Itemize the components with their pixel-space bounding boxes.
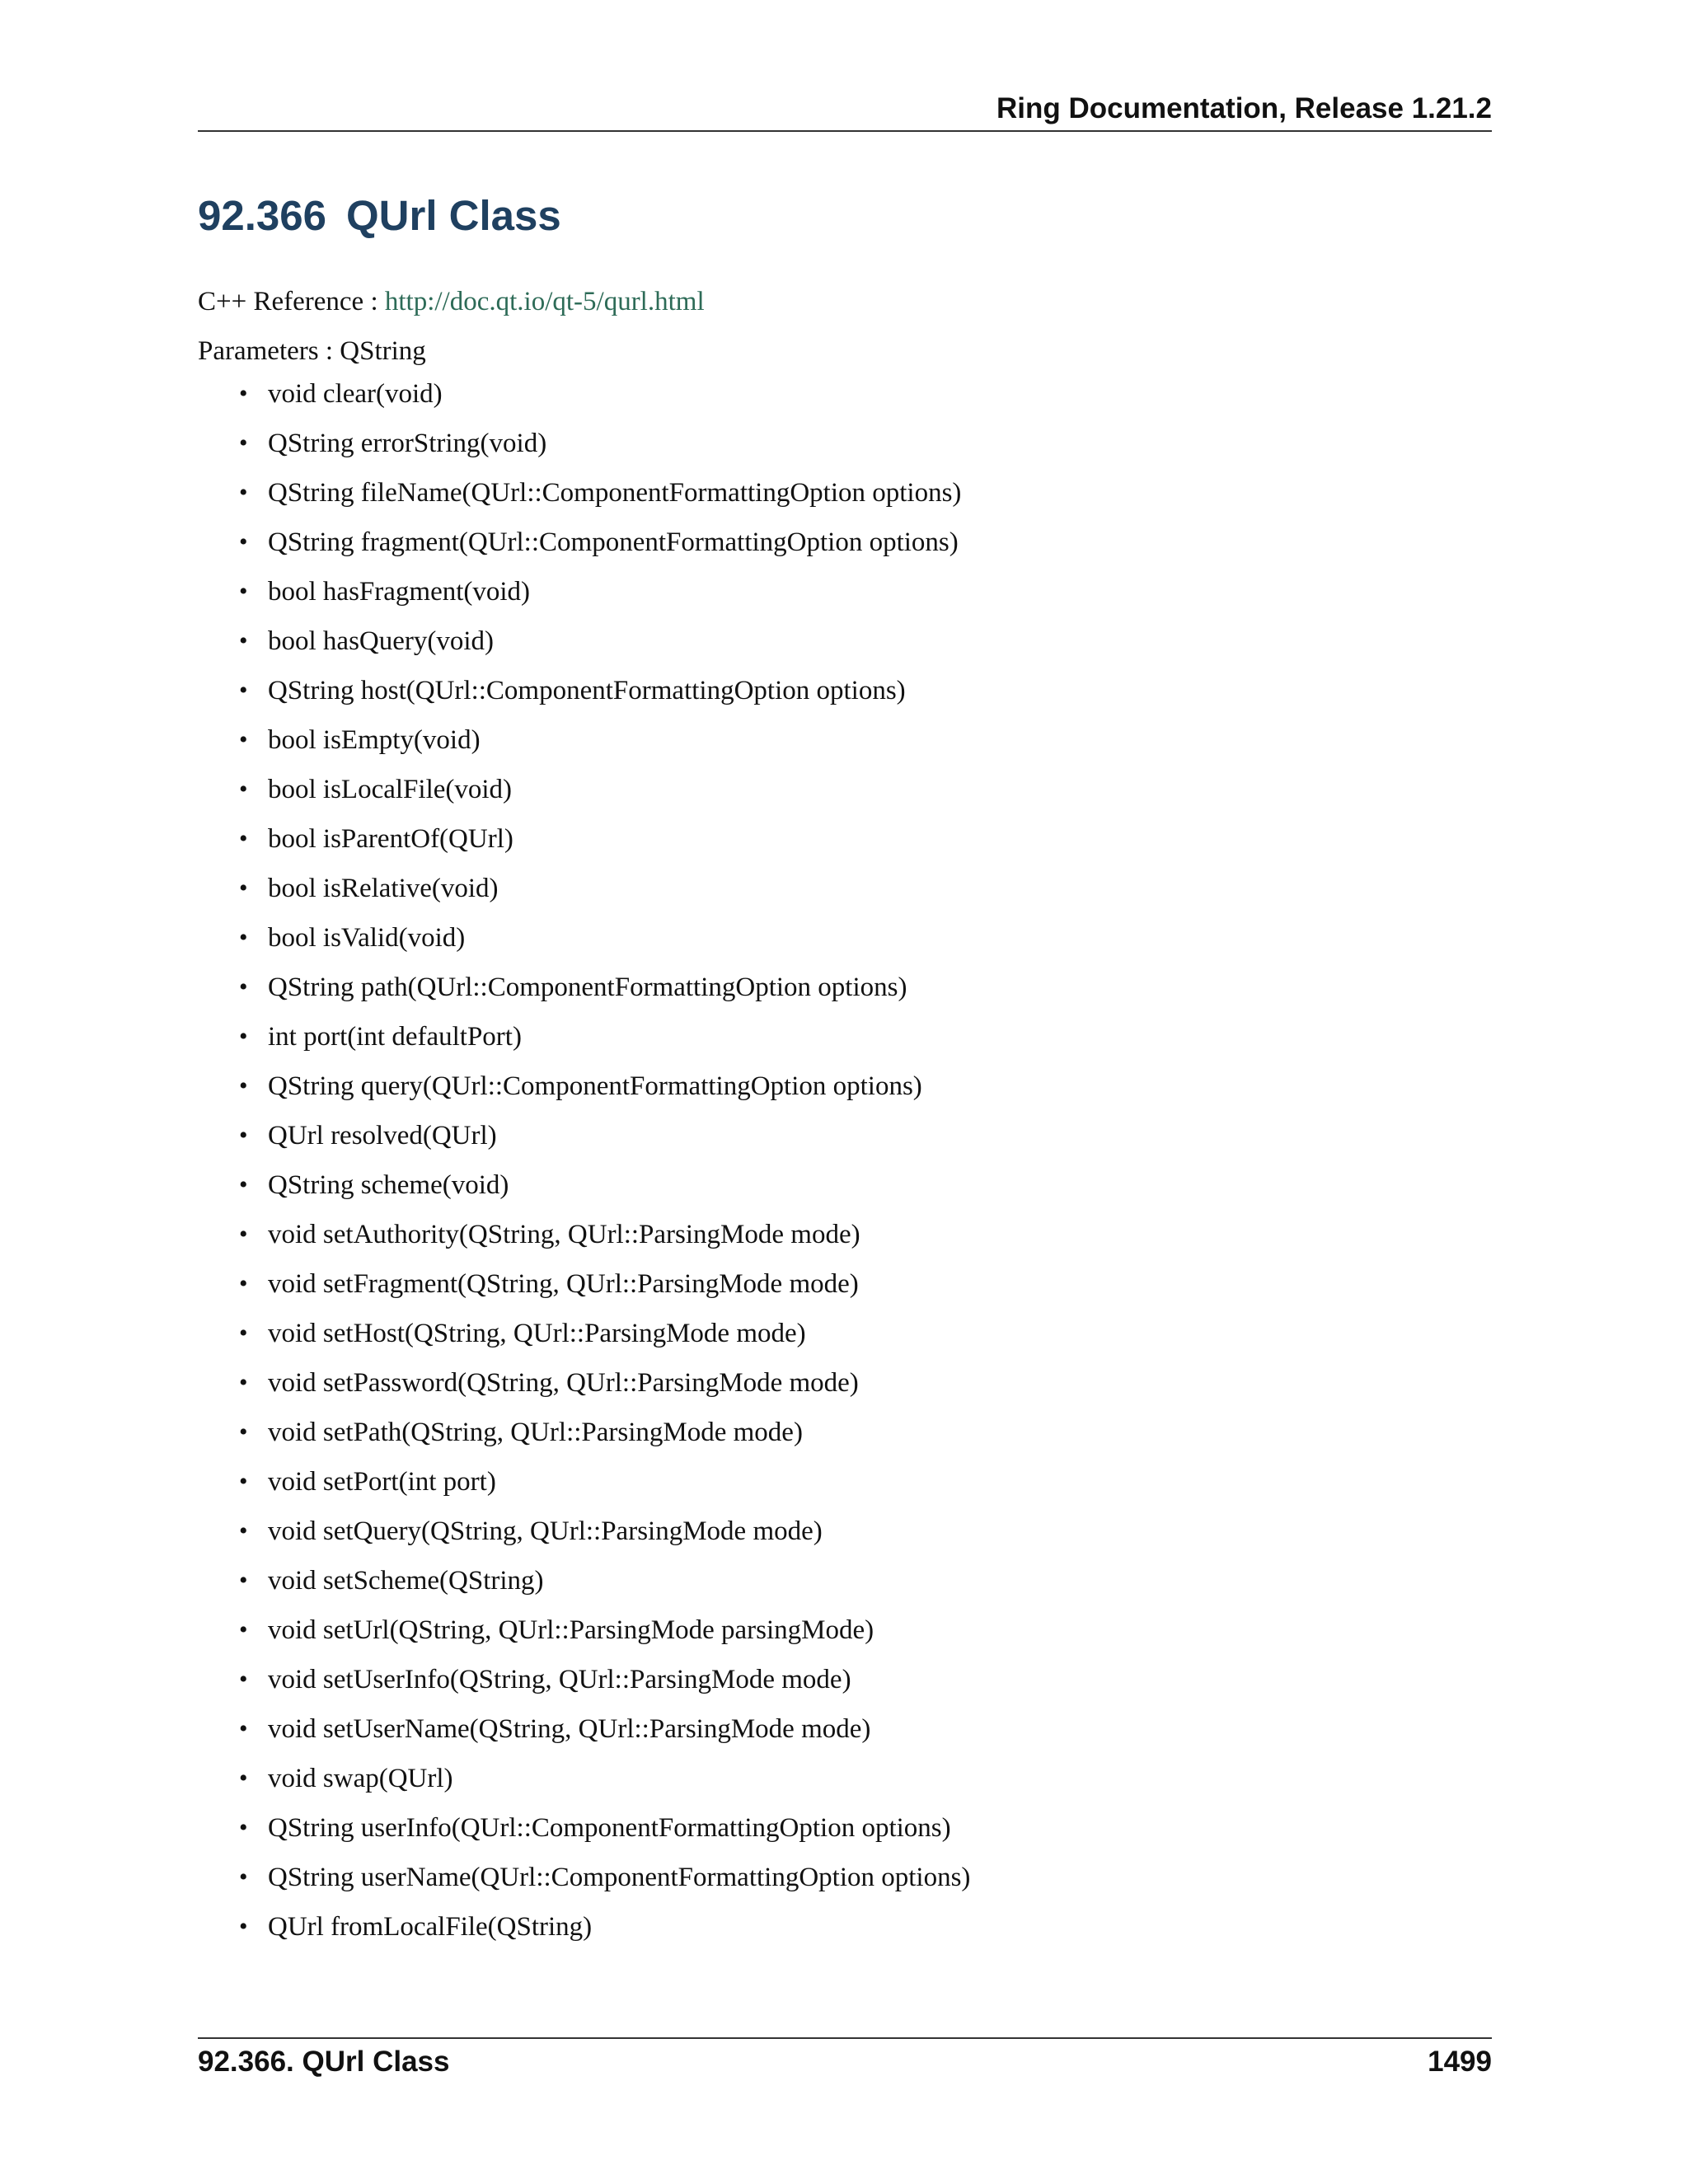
bullet-icon: • xyxy=(239,1765,248,1792)
method-signature: QString query(QUrl::ComponentFormattingOption options) xyxy=(268,1071,922,1101)
bullet-icon: • xyxy=(239,1913,248,1940)
method-signature: void setUrl(QString, QUrl::ParsingMode parsingMode) xyxy=(268,1615,874,1645)
list-item xyxy=(239,1160,970,1210)
method-signature: QString scheme(void) xyxy=(268,1170,509,1200)
list-item xyxy=(239,1507,970,1556)
list-item xyxy=(239,567,970,616)
bullet-icon: • xyxy=(239,1567,248,1594)
list-item xyxy=(239,419,970,468)
bullet-icon: • xyxy=(239,627,248,654)
bullet-icon: • xyxy=(239,874,248,902)
page-footer xyxy=(198,2037,1492,2088)
list-item xyxy=(239,468,970,518)
method-signature: bool isRelative(void) xyxy=(268,874,499,903)
list-item xyxy=(239,1655,970,1704)
method-signature: bool hasQuery(void) xyxy=(268,626,495,656)
method-signature: void setAuthority(QString, QUrl::ParsingMode mode) xyxy=(268,1220,860,1249)
method-signature: bool hasFragment(void) xyxy=(268,577,531,607)
bullet-icon: • xyxy=(239,677,248,704)
bullet-icon: • xyxy=(239,726,248,753)
bullet-icon: • xyxy=(239,380,248,407)
method-signature: bool isLocalFile(void) xyxy=(268,775,513,804)
bullet-icon: • xyxy=(239,1319,248,1347)
method-signature: QString fileName(QUrl::ComponentFormattingOption options) xyxy=(268,478,962,508)
bullet-icon: • xyxy=(239,1270,248,1297)
list-item xyxy=(239,715,970,765)
list-item xyxy=(239,864,970,913)
list-item xyxy=(239,1309,970,1358)
bullet-icon: • xyxy=(239,1171,248,1198)
section-heading xyxy=(198,191,561,240)
bullet-icon: • xyxy=(239,1221,248,1248)
bullet-icon: • xyxy=(239,479,248,506)
footer-section-title: 92.366. QUrl Class xyxy=(198,2046,450,2078)
page-header xyxy=(198,89,1492,132)
section-number: 92.366 xyxy=(198,192,326,239)
section-title: QUrl Class xyxy=(346,192,561,239)
method-signature: bool isValid(void) xyxy=(268,923,466,953)
list-item xyxy=(239,616,970,666)
method-signature: void setScheme(QString) xyxy=(268,1566,544,1596)
list-item xyxy=(239,1408,970,1457)
method-signature: void setFragment(QString, QUrl::ParsingMode mode) xyxy=(268,1269,859,1299)
method-signature: void setPassword(QString, QUrl::ParsingMode mode) xyxy=(268,1368,859,1398)
list-item xyxy=(239,1605,970,1655)
list-item xyxy=(239,765,970,814)
method-signature: void setQuery(QString, QUrl::ParsingMode mode) xyxy=(268,1516,823,1546)
method-signature: QString fragment(QUrl::ComponentFormattingOption options) xyxy=(268,527,959,557)
bullet-icon: • xyxy=(239,528,248,555)
list-item xyxy=(239,518,970,567)
bullet-icon: • xyxy=(239,578,248,605)
bullet-icon: • xyxy=(239,924,248,951)
method-signature: QString userName(QUrl::ComponentFormattingOption options) xyxy=(268,1863,971,1892)
bullet-icon: • xyxy=(239,1715,248,1742)
method-signature: void setUserName(QString, QUrl::ParsingMode mode) xyxy=(268,1714,871,1744)
list-item xyxy=(239,1556,970,1605)
bullet-icon: • xyxy=(239,973,248,1001)
bullet-icon: • xyxy=(239,1863,248,1891)
bullet-icon: • xyxy=(239,1418,248,1446)
list-item xyxy=(239,1754,970,1803)
method-signature: void clear(void) xyxy=(268,379,443,409)
list-item xyxy=(239,666,970,715)
method-signature: void setPort(int port) xyxy=(268,1467,496,1497)
method-list xyxy=(239,369,970,1952)
parameters-line: Parameters : QString xyxy=(198,336,426,366)
cpp-reference-label: C++ Reference : xyxy=(198,287,385,316)
bullet-icon: • xyxy=(239,1023,248,1050)
list-item xyxy=(239,369,970,419)
method-signature: int port(int defaultPort) xyxy=(268,1022,522,1052)
footer-page-number: 1499 xyxy=(1428,2046,1492,2078)
bullet-icon: • xyxy=(239,776,248,803)
method-signature: void setUserInfo(QString, QUrl::ParsingMode mode) xyxy=(268,1665,851,1694)
cpp-reference-link[interactable]: http://doc.qt.io/qt-5/qurl.html xyxy=(384,287,705,316)
method-signature: QUrl resolved(QUrl) xyxy=(268,1121,497,1151)
method-signature: bool isParentOf(QUrl) xyxy=(268,824,513,854)
bullet-icon: • xyxy=(239,1616,248,1643)
bullet-icon: • xyxy=(239,1517,248,1544)
bullet-icon: • xyxy=(239,825,248,852)
bullet-icon: • xyxy=(239,429,248,457)
method-signature: QString host(QUrl::ComponentFormattingOption options) xyxy=(268,676,906,705)
method-signature: void setPath(QString, QUrl::ParsingMode mode) xyxy=(268,1418,803,1447)
list-item xyxy=(239,1704,970,1754)
list-item xyxy=(239,814,970,864)
cpp-reference-line xyxy=(198,287,705,317)
list-item xyxy=(239,1062,970,1111)
list-item xyxy=(239,963,970,1012)
document-title: Ring Documentation, Release 1.21.2 xyxy=(996,92,1492,124)
bullet-icon: • xyxy=(239,1468,248,1495)
list-item xyxy=(239,913,970,963)
method-signature: void setHost(QString, QUrl::ParsingMode mode) xyxy=(268,1319,806,1348)
bullet-icon: • xyxy=(239,1814,248,1841)
list-item xyxy=(239,1012,970,1062)
method-signature: QUrl fromLocalFile(QString) xyxy=(268,1912,593,1942)
list-item xyxy=(239,1457,970,1507)
method-signature: QString userInfo(QUrl::ComponentFormattingOption options) xyxy=(268,1813,951,1843)
list-item xyxy=(239,1259,970,1309)
bullet-icon: • xyxy=(239,1369,248,1396)
method-signature: QString errorString(void) xyxy=(268,429,547,458)
list-item xyxy=(239,1853,970,1902)
list-item xyxy=(239,1111,970,1160)
list-item xyxy=(239,1358,970,1408)
list-item xyxy=(239,1902,970,1952)
method-signature: void swap(QUrl) xyxy=(268,1764,453,1793)
method-signature: bool isEmpty(void) xyxy=(268,725,481,755)
bullet-icon: • xyxy=(239,1122,248,1149)
list-item xyxy=(239,1210,970,1259)
bullet-icon: • xyxy=(239,1666,248,1693)
bullet-icon: • xyxy=(239,1072,248,1099)
method-signature: QString path(QUrl::ComponentFormattingOption options) xyxy=(268,972,907,1002)
list-item xyxy=(239,1803,970,1853)
